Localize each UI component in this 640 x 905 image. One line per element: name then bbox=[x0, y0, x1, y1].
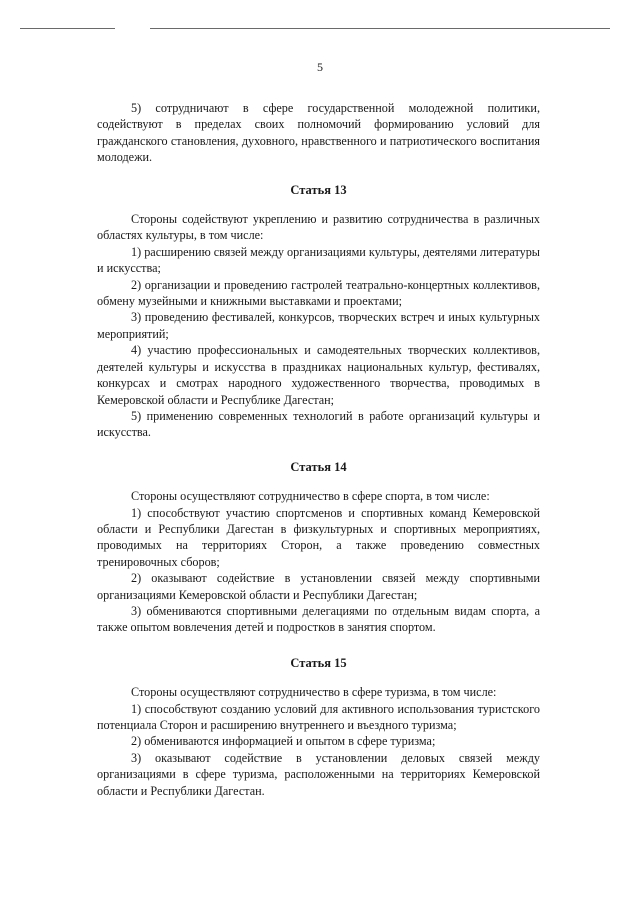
list-item: 2) обмениваются информацией и опытом в сфере туризма; bbox=[131, 734, 436, 749]
paragraph: Стороны содействуют укреплению и развитию сотрудничества в различных областях культуры, в том числе: bbox=[97, 212, 540, 243]
page-number: 5 bbox=[317, 60, 323, 74]
list-item: 1) расширению связей между организациями культуры, деятелями литературы и искусства; bbox=[97, 244, 540, 276]
document-body bbox=[97, 100, 540, 799]
list-item: 3) проведению фестивалей, конкурсов, творческих встреч и иных культурных мероприятий; bbox=[97, 310, 540, 341]
list-item: 5) применению современных технологий в работе организаций культуры и искусства. bbox=[97, 408, 540, 440]
list-item: 4) участию профессиональных и самодеятельных творческих коллективов, деятелей культуры и искусства в праздниках национальных культур, фестивалях, конкурсах и смотрах народного художественного творчества, проводимых в Кемеровской области и Республике Дагестан; bbox=[97, 343, 540, 407]
list-item: 1) способствуют участию спортсменов и спортивных команд Кемеровской области и Республики Дагестан в физкультурных и спортивных мероприятиях, проводимых на территориях Сторон, а также проведению совместных тренировочных сборов; bbox=[97, 505, 540, 569]
paragraph: Стороны осуществляют сотрудничество в сфере спорта, в том числе: bbox=[131, 489, 490, 504]
scan-edge-line bbox=[20, 28, 115, 29]
scan-edge-line bbox=[150, 28, 610, 29]
article-13-heading: Статья 13 bbox=[290, 182, 347, 197]
paragraph: Стороны осуществляют сотрудничество в сфере туризма, в том числе: bbox=[131, 685, 497, 700]
article-14-heading: Статья 14 bbox=[290, 459, 347, 474]
list-item: 3) обмениваются спортивными делегациями по отдельным видам спорта, а также опытом вовлечения детей и подростков в занятия спортом. bbox=[97, 603, 540, 635]
list-item: 1) способствуют созданию условий для активного использования туристского потенциала Сторон и расширению внутреннего и въездного туризма; bbox=[97, 701, 540, 732]
list-item: 3) оказывают содействие в установлении деловых связей между организациями в сфере туризма, расположенными на территориях Кемеровской области и Республики Дагестан. bbox=[97, 750, 540, 798]
paragraph: 5) сотрудничают в сфере государственной молодежной политики, содействуют в пределах своих полномочий формированию условий для гражданского становления, духовного, нравственного и патриотического воспитания молодежи. bbox=[97, 101, 540, 165]
article-15-heading: Статья 15 bbox=[290, 655, 347, 670]
list-item: 2) оказывают содействие в установлении связей между спортивными организациями Кемеровской области и Республики Дагестан; bbox=[97, 571, 540, 602]
list-item: 2) организации и проведению гастролей театрально-концертных коллективов, обмену музейными и книжными выставками и проектами; bbox=[97, 277, 540, 309]
